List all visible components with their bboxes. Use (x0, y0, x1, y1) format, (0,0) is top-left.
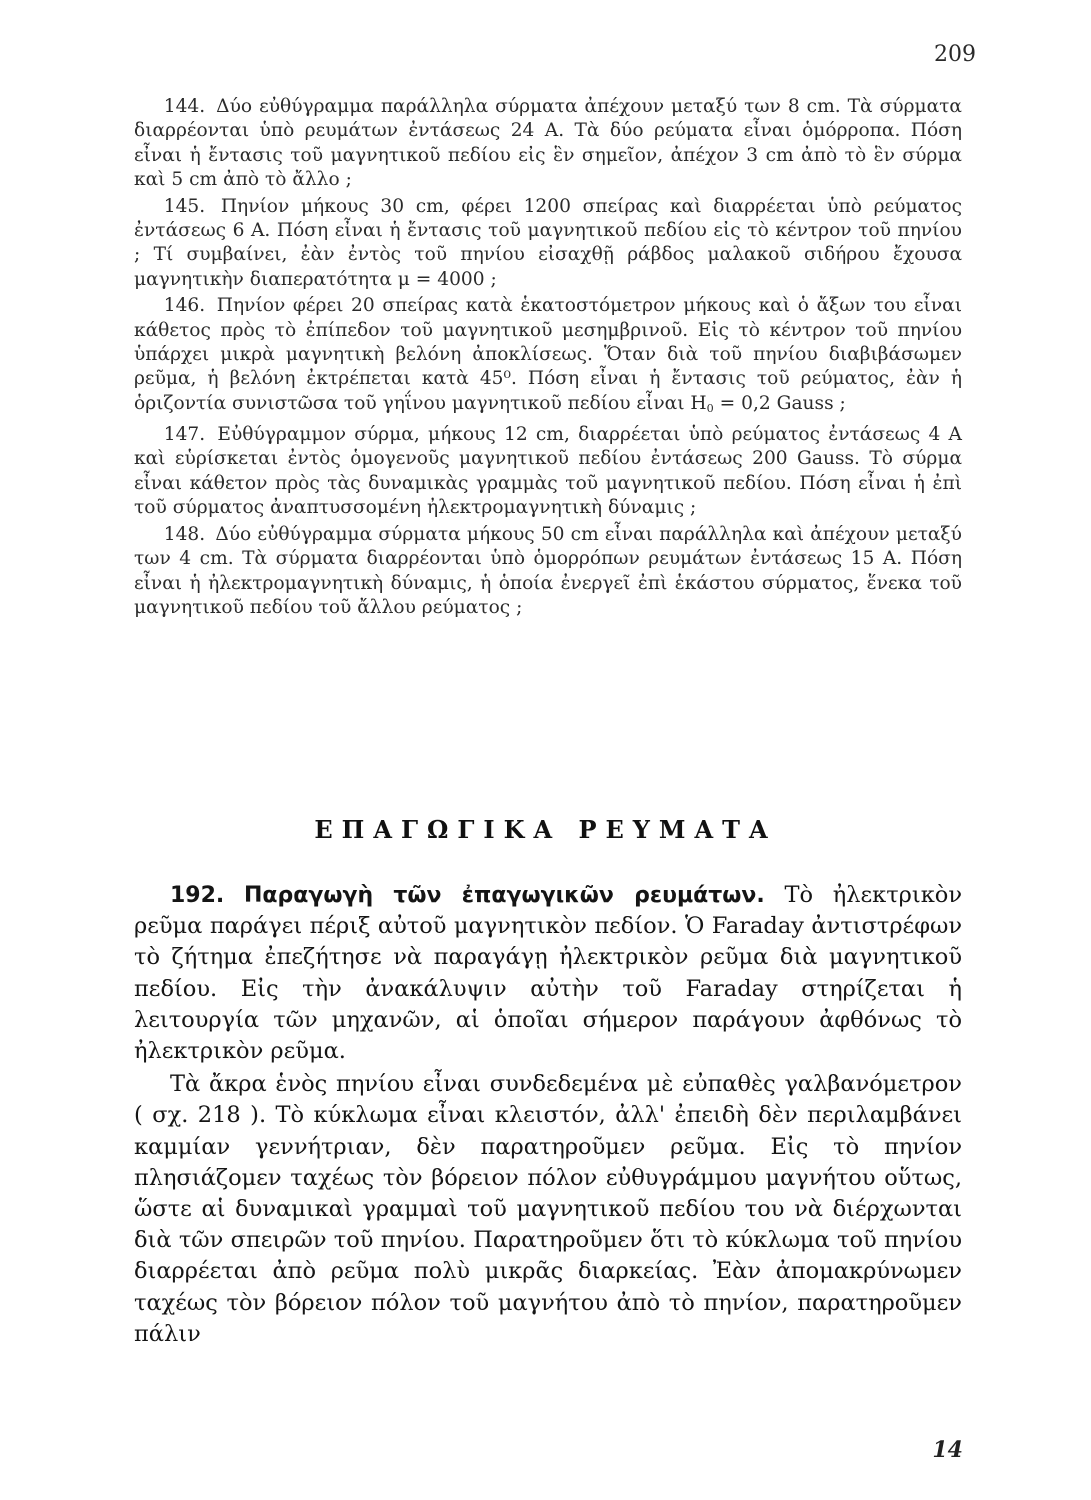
exercise-number: 148. (163, 523, 206, 545)
exercise-text-end: = 0,2 Gauss ; (713, 392, 846, 414)
exercise-list (134, 95, 962, 622)
exercise-number: 146. (163, 295, 206, 317)
paragraph-text: Τὸ ἠλεκτρικὸν ρεῦμα παράγει πέριξ αὐτοῦ μαγνητικὸν πεδίον. Ὁ Faraday ἀντιστρέφων τὸ ζήτημα ἐπεζήτησε νὰ παραγάγῃ ἠλεκτρικὸν ρεῦμα διὰ μαγνητικοῦ πεδίου. Εἰς τὴν ἀνακάλυψιν αὐτὴν τοῦ Faraday στηρίζεται ἡ λειτουργία τῶν μηχανῶν, αἱ ὁποῖαι σήμερον παράγουν ἀφθόνως τὸ ἠλεκτρικὸν ρεῦμα. (134, 882, 963, 1065)
subscript-zero: 0 (706, 401, 714, 415)
exercise-text: Εὐθύγραμμον σύρμα, μήκους 12 cm, διαρρέεται ὑπὸ ρεύματος ἐντάσεως 4 Α καὶ εὑρίσκεται ἐντὸς ὁμογενοῦς μαγνητικοῦ πεδίου ἐντάσεως 200 Gauss. Τὸ σύρμα εἶναι κάθετον πρὸς τὰς δυναμικὰς γραμμὰς τοῦ μαγνητικοῦ πεδίου. Πόση εἶναι ἡ ἐπὶ τοῦ σύρματος ἀναπτυσσομένη ἠλεκτρομαγνητικὴ δύναμις ; (134, 424, 962, 519)
exercise-145 (134, 195, 962, 293)
exercise-number: 147. (163, 424, 206, 446)
article-body (134, 880, 962, 1350)
article-paragraph-2: Τὰ ἄκρα ἑνὸς πηνίου εἶναι συνδεδεμένα μὲ εὐπαθὲς γαλβανόμετρον ( σχ. 218 ). Τὸ κύκλωμα εἶναι κλειστόν, ἀλλ' ἐπειδὴ δὲν περιλαμβάνει καμμίαν γεννήτριαν, δὲν παρατηροῦμεν ρεῦμα. Εἰς τὸ πηνίον πλησιάζομεν ταχέως τὸν βόρειον πόλον εὐθυγράμμου μαγνήτου οὕτως, ὥστε αἱ δυναμικαὶ γραμμαὶ τοῦ μαγνητικοῦ πεδίου του νὰ διέρχωνται διὰ τῶν σπειρῶν τοῦ πηνίου. Παρατηροῦμεν ὅτι τὸ κύκλωμα τοῦ πηνίου διαρρέεται ἀπὸ ρεῦμα πολὺ μικρᾶς διαρκείας. Ἐὰν ἀπομακρύνωμεν ταχέως τὸν βόρειον πόλον τοῦ μαγνήτου ἀπὸ τὸ πηνίον, παρατηροῦμεν πάλιν (134, 1071, 962, 1347)
article-number: 192. (170, 883, 225, 908)
exercise-text: Δύο εὐθύγραμμα παράλληλα σύρματα ἀπέχουν μεταξύ των 8 cm. Τὰ σύρματα διαρρέονται ὑπὸ ρευμάτων ἐντάσεως 24 Α. Τὰ δύο ρεύματα εἶναι ὁμόρροπα. Πόση εἶναι ἡ ἔντασις τοῦ μαγνητικοῦ πεδίου εἰς ἓν σημεῖον, ἀπέχον 3 cm ἀπὸ τὸ ἓν σύρμα καὶ 5 cm ἀπὸ τὸ ἄλλο ; (134, 96, 962, 191)
article-title: Παραγωγὴ τῶν ἐπαγωγικῶν ρευμάτων. (244, 883, 765, 908)
page-number: 209 (934, 42, 976, 67)
exercise-146 (134, 294, 962, 421)
section-title: ΕΠΑΓΩΓΙΚΑ ΡΕΥΜΑΤΑ (314, 815, 777, 844)
exercise-number: 144. (163, 96, 206, 117)
exercise-number: 145. (163, 195, 206, 217)
signature-mark: 14 (932, 1437, 963, 1463)
exercise-144 (134, 95, 962, 193)
exercise-text: Πηνίον φέρει 20 σπείρας κατὰ ἑκατοστόμετρον μήκους καὶ ὁ ἄξων του εἶναι κάθετος πρὸς τὸ ἐπίπεδον τοῦ μαγνητικοῦ μεσημβρινοῦ. Εἰς τὸ κέντρον τοῦ πηνίου ὑπάρχει μικρὰ μαγνητικὴ βελόνη ἀποκλίσεως. Ὅταν διὰ τοῦ πηνίου διαβιβάσωμεν ρεῦμα, ἡ βελόνη ἐκτρέπεται κατὰ 45⁰. Πόση εἶναι ἡ ἔντασις τοῦ ρεύματος, ἐὰν ἡ ὁριζοντία συνιστῶσα τοῦ γηΐνου μαγνητικοῦ πεδίου εἶναι H (134, 295, 962, 414)
exercise-148 (134, 523, 962, 621)
exercise-text: Δύο εὐθύγραμμα σύρματα μήκους 50 cm εἶναι παράλληλα καὶ ἀπέχουν μεταξύ των 4 cm. Τὰ σύρματα διαρρέονται ὑπὸ ὁμορρόπων ρευμάτων ἐντάσεως 15 Α. Πόση εἶναι ἡ ἠλεκτρομαγνητικὴ δύναμις, ἡ ὁποία ἐνεργεῖ ἐπὶ ἑκάστου σύρματος, ἕνεκα τοῦ μαγνητικοῦ πεδίου τοῦ ἄλλου ρεύματος ; (134, 523, 962, 618)
exercise-147 (134, 423, 962, 521)
article-paragraph-1 (134, 880, 962, 1067)
exercise-text: Πηνίον μήκους 30 cm, φέρει 1200 σπείρας καὶ διαρρέεται ὑπὸ ρεύματος ἐντάσεως 6 Α. Πόση εἶναι ἡ ἔντασις τοῦ μαγνητικοῦ πεδίου εἰς τὸ κέντρον τοῦ πηνίου ; Τί συμβαίνει, ἐὰν ἐντὸς τοῦ πηνίου εἰσαχθῇ ράβδος μαλακοῦ σιδήρου ἔχουσα μαγνητικὴν διαπερατότητα μ = 4000 ; (134, 195, 962, 290)
